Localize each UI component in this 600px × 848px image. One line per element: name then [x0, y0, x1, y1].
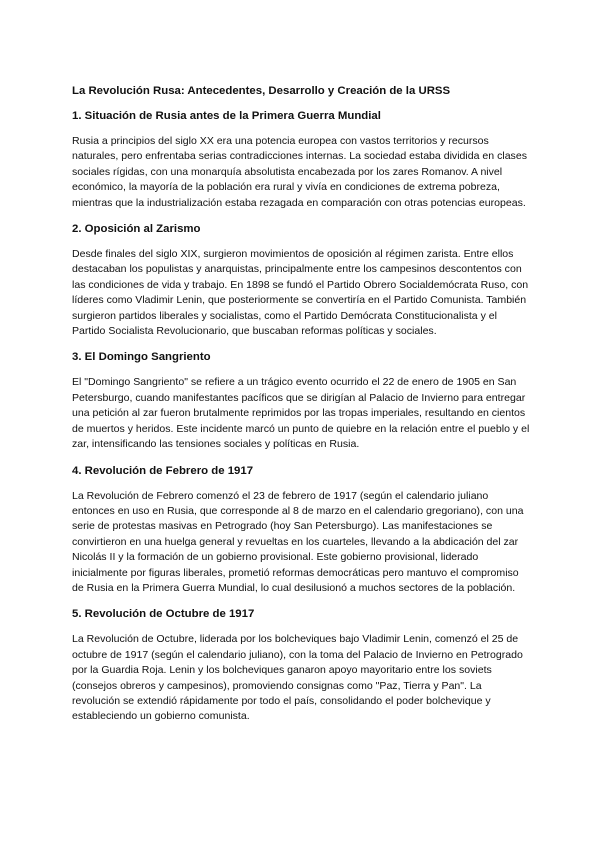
section-heading: 2. Oposición al Zarismo: [72, 223, 201, 236]
section-heading: 3. El Domingo Sangriento: [72, 351, 211, 364]
section-paragraph: Rusia a principios del siglo XX era una potencia europea con vastos territorios y recursos naturales, pero enfrentaba serias contradicciones internas. La sociedad estaba dividida en clases sociales rígidas, con una monarquía absolutista encabezada por los zares Romanov. A nivel económico, la mayoría de la población era rural y vivía en condiciones de extrema pobreza, mientras que la industrialización estaba rezagada en comparación con otras potencias europeas.: [72, 135, 527, 209]
section-1: [72, 108, 530, 211]
section-paragraph: La Revolución de Octubre, liderada por los bolcheviques bajo Vladimir Lenin, comenzó el 25 de octubre de 1917 (según el calendario juliano), con la toma del Palacio de Invierno en Petrogrado por la Guardia Roja. Lenin y los bolcheviques ganaron apoyo mayoritario entre los soviets (consejos obreros y campesinos), promoviendo consignas como "Paz, Tierra y Pan". La revolución se extendió rápidamente por todo el país, consolidando el poder bolchevique y estableciendo un gobierno comunista.: [72, 633, 523, 723]
document-title: La Revolución Rusa: Antecedentes, Desarrollo y Creación de la URSS: [72, 85, 451, 97]
section-heading: 5. Revolución de Octubre de 1917: [72, 608, 255, 621]
section-5: [72, 606, 530, 724]
section-2: [72, 221, 530, 339]
section-paragraph: El "Domingo Sangriento" se refiere a un trágico evento ocurrido el 22 de enero de 1905 en San Petersburgo, cuando manifestantes pacíficos que se dirigían al Palacio de Invierno para entregar una petición al zar fueron brutalmente reprimidos por las tropas imperiales, resultando en cientos de muertos y heridos. Este incidente marcó un punto de quiebre en la relación entre el pueblo y el zar, intensificando las tensiones sociales y políticas en Rusia.: [72, 376, 530, 451]
section-paragraph: Desde finales del siglo XIX, surgieron movimientos de oposición al régimen zarista. Entre ellos destacaban los populistas y anarquistas, principalmente entre los campesinos descontentos con las condiciones de vida y trabajo. En 1898 se fundó el Partido Obrero Socialdemócrata Ruso, con líderes como Vladimir Lenin, que posteriormente se convertiría en el Partido Comunista. También surgieron partidos liberales y socialistas, como el Partido Demócrata Constitucionalista y el Partido Socialista Revolucionario, que buscaban reformas políticas y sociales.: [72, 248, 529, 338]
section-3: [72, 349, 530, 452]
section-paragraph: La Revolución de Febrero comenzó el 23 de febrero de 1917 (según el calendario juliano entonces en uso en Rusia, que corresponde al 8 de marzo en el calendario gregoriano), con una serie de protestas masivas en Petrogrado (hoy San Petersburgo). Las manifestaciones se convirtieron en una huelga general y revueltas en los cuarteles, llevando a la abdicación del zar Nicolás II y la formación de un gobierno provisional. Este gobierno provisional, liderado inicialmente por figuras liberales, prometió reformas democráticas pero mantuvo el compromiso de Rusia en la Primera Guerra Mundial, lo cual desilusionó a muchos sectores de la población.: [72, 489, 524, 594]
section-heading: 4. Revolución de Febrero de 1917: [72, 464, 254, 477]
document-page: [72, 83, 530, 735]
section-heading: 1. Situación de Rusia antes de la Primera Guerra Mundial: [72, 110, 381, 122]
section-4: [72, 463, 530, 597]
